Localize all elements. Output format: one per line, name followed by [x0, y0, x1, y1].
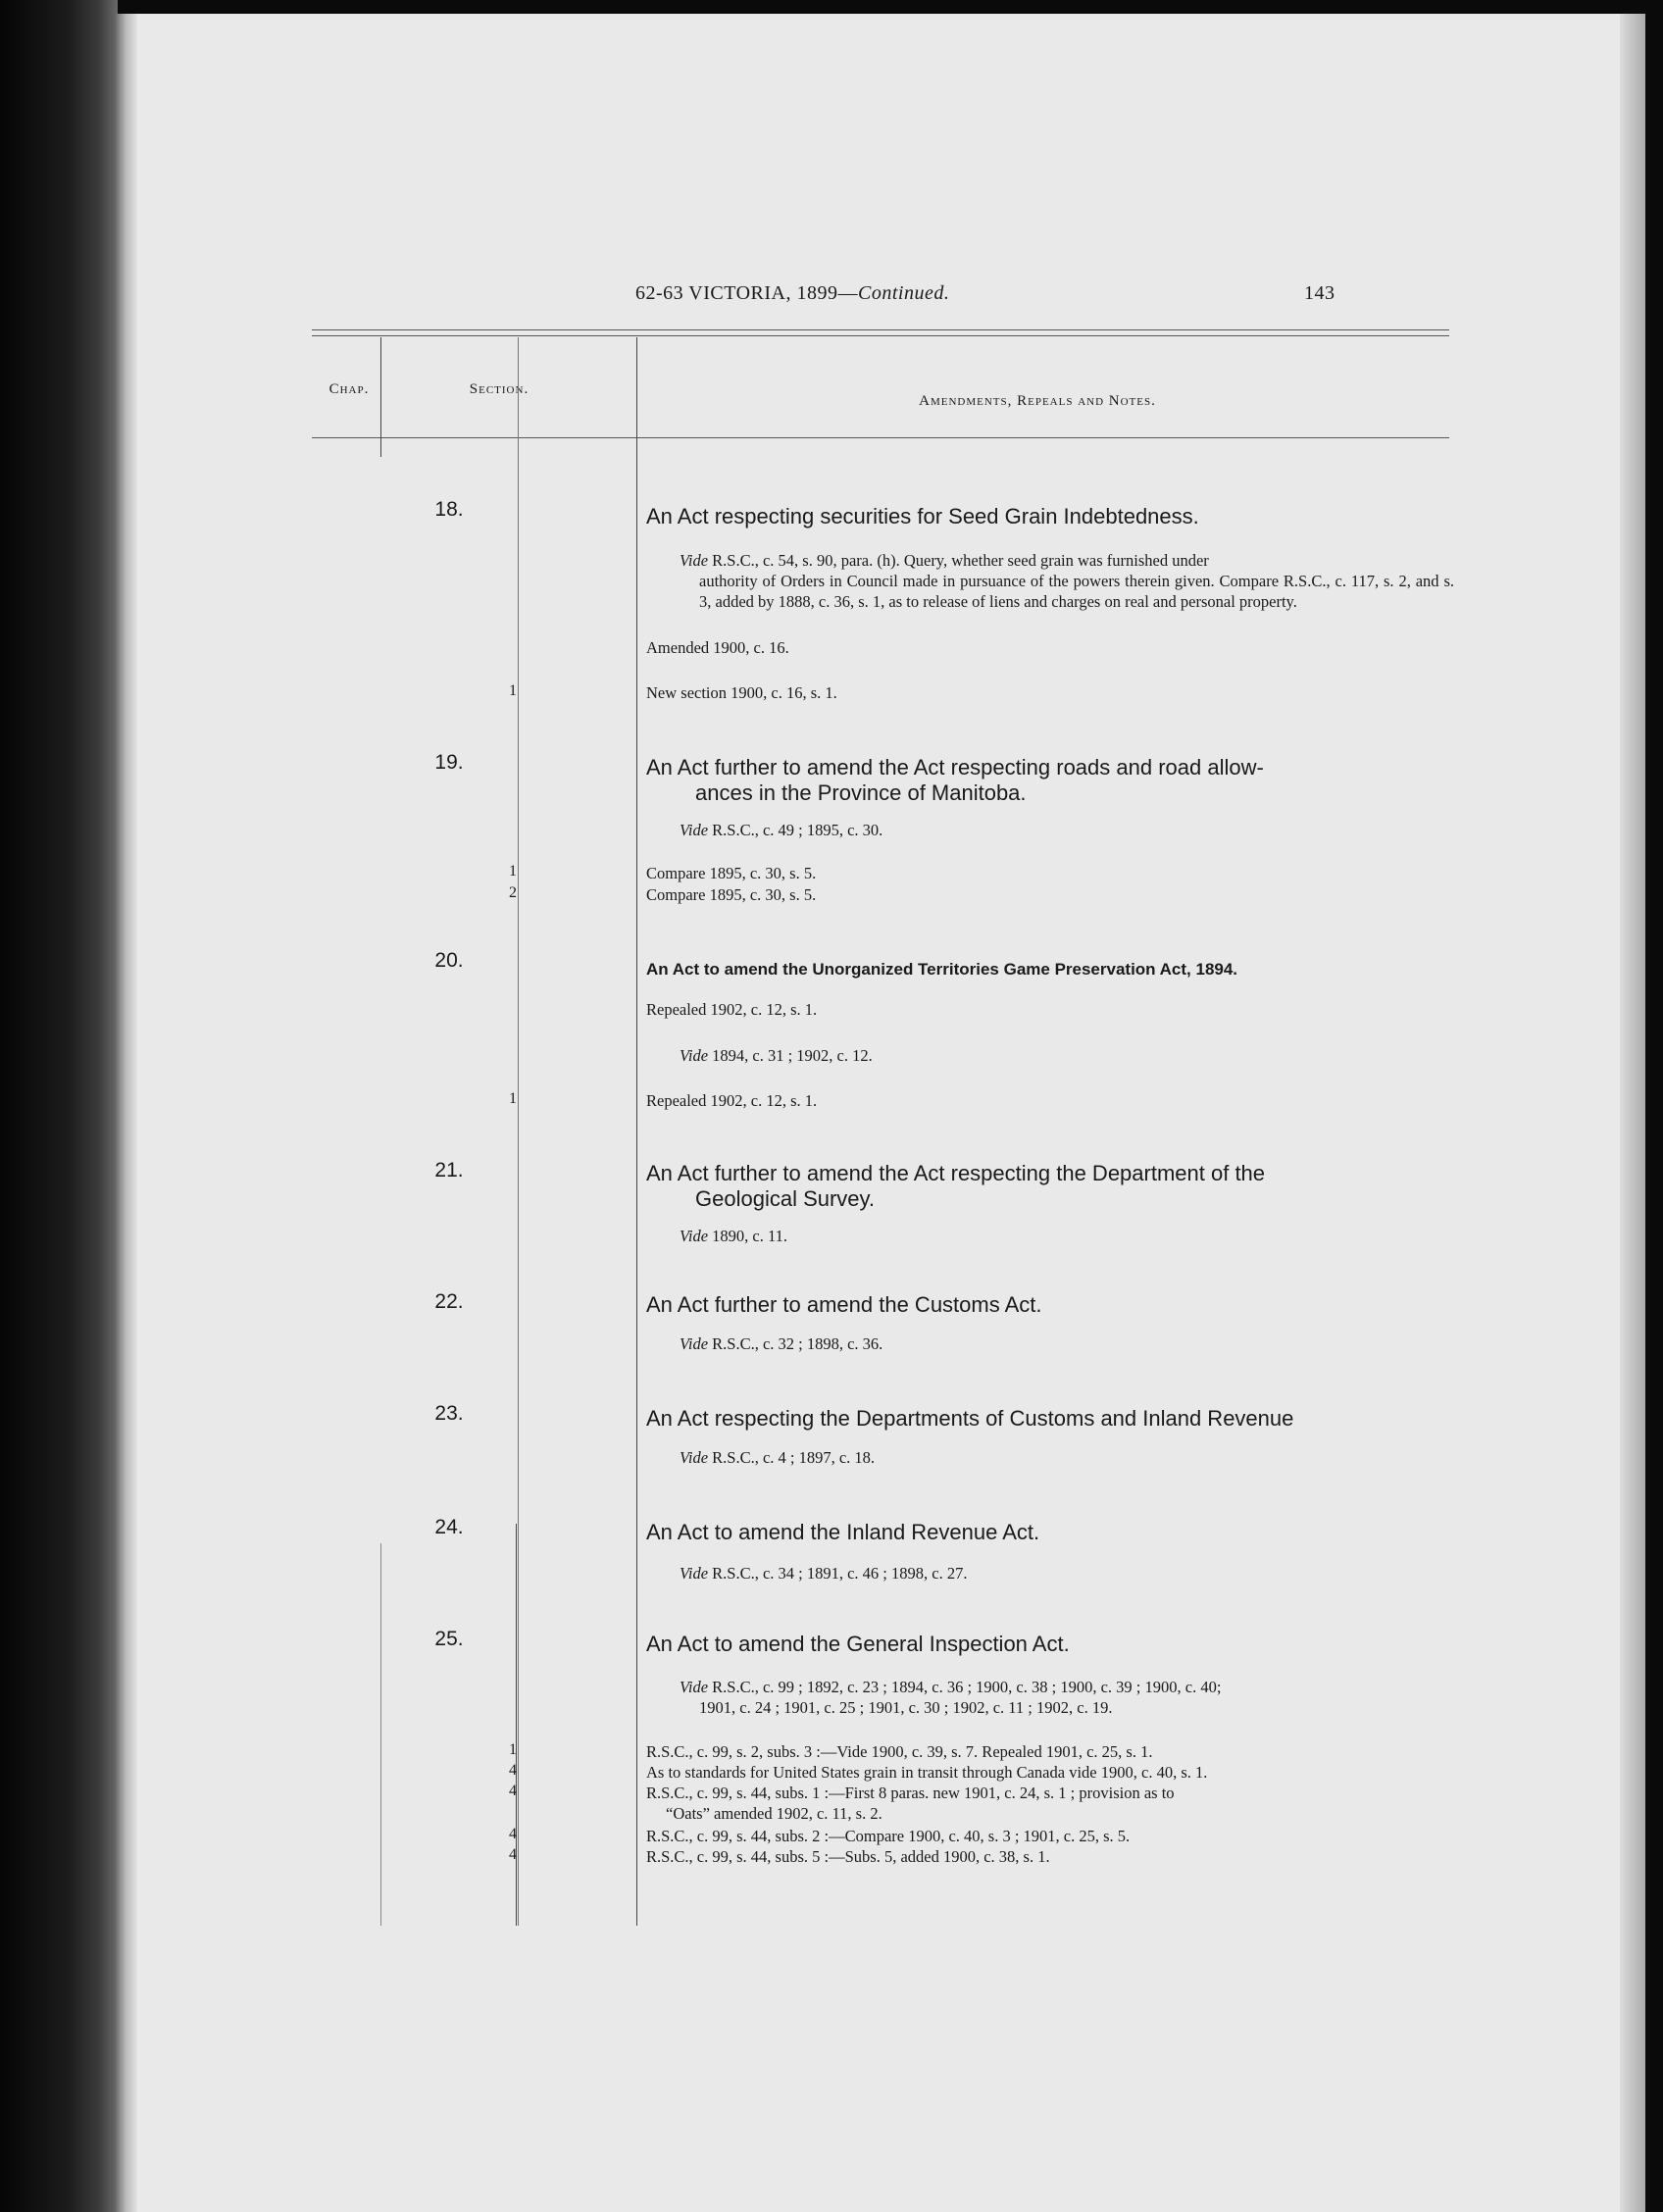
section-number: 1	[509, 1090, 517, 1107]
column-rule-section-lower	[516, 1524, 517, 1926]
vide-note	[680, 1045, 1454, 1066]
section-note: New section 1900, c. 16, s. 1.	[646, 683, 837, 702]
vide-text: R.S.C., c. 34 ; 1891, c. 46 ; 1898, c. 27.	[712, 1564, 968, 1583]
column-head-chap: Chap.	[328, 381, 370, 397]
vide-note	[680, 1333, 1454, 1354]
act-title: An Act further to amend the Customs Act.	[646, 1292, 1042, 1317]
vide-note	[680, 1226, 1454, 1246]
running-header	[635, 282, 949, 305]
chapter-number: 23.	[434, 1402, 464, 1425]
amendment-note: Amended 1900, c. 16.	[646, 638, 789, 657]
column-rule-chap-lower	[380, 1543, 381, 1926]
vide-text: R.S.C., c. 49 ; 1895, c. 30.	[712, 821, 883, 839]
act-title-line: Geological Survey.	[695, 1186, 876, 1211]
vide-text-continued: authority of Orders in Council made in pursuance of the powers therein given. Compare R.S.C., c. 117, s. 2, and s. 3, added by 1888, c. 36, s. 1, as to release of liens and charges on real and personal property.	[699, 572, 1454, 611]
act-title	[646, 1161, 1450, 1212]
section-note-line: R.S.C., c. 99, s. 44, subs. 1 :—First 8 paras. new 1901, c. 24, s. 1 ; provision as to	[646, 1784, 1175, 1802]
act-title-line: An Act further to amend the Act respecting the Department of the	[646, 1161, 1266, 1185]
act-title: An Act respecting the Departments of Customs and Inland Revenue	[646, 1406, 1294, 1431]
act-title: An Act respecting securities for Seed Grain Indebtedness.	[646, 504, 1199, 528]
chapter-number: 20.	[434, 949, 464, 972]
vide-note	[680, 820, 1454, 840]
vide-label: Vide	[680, 1564, 709, 1583]
section-note: Repealed 1902, c. 12, s. 1.	[646, 1091, 818, 1110]
act-title	[646, 755, 1450, 806]
chapter-number: 19.	[434, 751, 464, 774]
act-title: An Act to amend the Unorganized Territories Game Preservation Act, 1894.	[646, 960, 1238, 979]
section-note: R.S.C., c. 99, s. 44, subs. 2 :—Compare 1900, c. 40, s. 3 ; 1901, c. 25, s. 5.	[646, 1827, 1131, 1845]
column-head-section: Section.	[469, 381, 529, 397]
section-note	[646, 1783, 1455, 1824]
vide-text-continued: 1901, c. 24 ; 1901, c. 25 ; 1901, c. 30 ; 1902, c. 11 ; 1902, c. 19.	[699, 1698, 1113, 1717]
chapter-number: 25.	[434, 1628, 464, 1650]
vide-label: Vide	[680, 1678, 709, 1696]
vide-note	[680, 1563, 1454, 1584]
column-head-rule	[312, 437, 1449, 438]
vide-note	[680, 1447, 1454, 1468]
vide-note	[680, 550, 1454, 612]
section-number: 1	[509, 682, 517, 699]
column-rule-section	[518, 337, 519, 1926]
vide-label: Vide	[680, 1046, 709, 1065]
page-number: 143	[1304, 282, 1335, 304]
header-rule-bottom	[312, 335, 1449, 336]
chapter-number: 24.	[434, 1516, 464, 1538]
vide-label: Vide	[680, 821, 709, 839]
vide-text: R.S.C., c. 99 ; 1892, c. 23 ; 1894, c. 36 ; 1900, c. 38 ; 1900, c. 39 ; 1900, c. 40;	[712, 1678, 1222, 1696]
act-title-line: An Act further to amend the Act respecting roads and road allow-	[646, 755, 1264, 779]
book-page	[116, 14, 1645, 2212]
vide-text: R.S.C., c. 4 ; 1897, c. 18.	[712, 1448, 876, 1467]
section-note: R.S.C., c. 99, s. 44, subs. 5 :—Subs. 5, added 1900, c. 38, s. 1.	[646, 1847, 1050, 1866]
section-number: 1	[509, 1741, 517, 1758]
book-binding-shadow	[0, 0, 118, 2212]
vide-label: Vide	[680, 1448, 709, 1467]
act-title-line: ances in the Province of Manitoba.	[695, 780, 1027, 805]
act-title: An Act to amend the Inland Revenue Act.	[646, 1520, 1040, 1544]
column-rule-chap	[380, 337, 381, 457]
vide-text: R.S.C., c. 54, s. 90, para. (h). Query, whether seed grain was furnished under	[712, 551, 1209, 570]
vide-text: 1890, c. 11.	[712, 1227, 787, 1245]
running-title: 62-63 VICTORIA, 1899—	[635, 282, 858, 304]
section-note: Compare 1895, c. 30, s. 5.	[646, 885, 817, 904]
vide-text: R.S.C., c. 32 ; 1898, c. 36.	[712, 1334, 883, 1353]
section-note-continued: “Oats” amended 1902, c. 11, s. 2.	[666, 1804, 882, 1823]
section-number: 4	[509, 1846, 517, 1863]
section-number: 1	[509, 863, 517, 880]
chapter-number: 18.	[434, 498, 464, 521]
vide-label: Vide	[680, 551, 709, 570]
section-number: 4	[509, 1826, 517, 1842]
section-note: R.S.C., c. 99, s. 2, subs. 3 :—Vide 1900, c. 39, s. 7. Repealed 1901, c. 25, s. 1.	[646, 1742, 1153, 1761]
running-title-continued: Continued.	[857, 282, 950, 304]
section-number: 2	[509, 884, 517, 901]
repeal-note: Repealed 1902, c. 12, s. 1.	[646, 1000, 818, 1019]
chapter-number: 21.	[434, 1159, 464, 1181]
section-number: 4	[509, 1783, 517, 1799]
section-note: Compare 1895, c. 30, s. 5.	[646, 864, 817, 882]
column-rule-notes	[636, 337, 637, 1926]
vide-label: Vide	[680, 1227, 709, 1245]
page-gutter	[116, 14, 137, 2212]
page-edge-shadow	[1620, 14, 1645, 2212]
section-note: As to standards for United States grain in transit through Canada vide 1900, c. 40, s. 1.	[646, 1763, 1208, 1782]
vide-note	[680, 1677, 1454, 1718]
vide-label: Vide	[680, 1334, 709, 1353]
act-title: An Act to amend the General Inspection Act.	[646, 1632, 1070, 1656]
section-number: 4	[509, 1762, 517, 1779]
chapter-number: 22.	[434, 1290, 464, 1313]
header-rule-top	[312, 329, 1449, 330]
vide-text: 1894, c. 31 ; 1902, c. 12.	[712, 1046, 873, 1065]
column-head-notes: Amendments, Repeals and Notes.	[919, 393, 1156, 409]
